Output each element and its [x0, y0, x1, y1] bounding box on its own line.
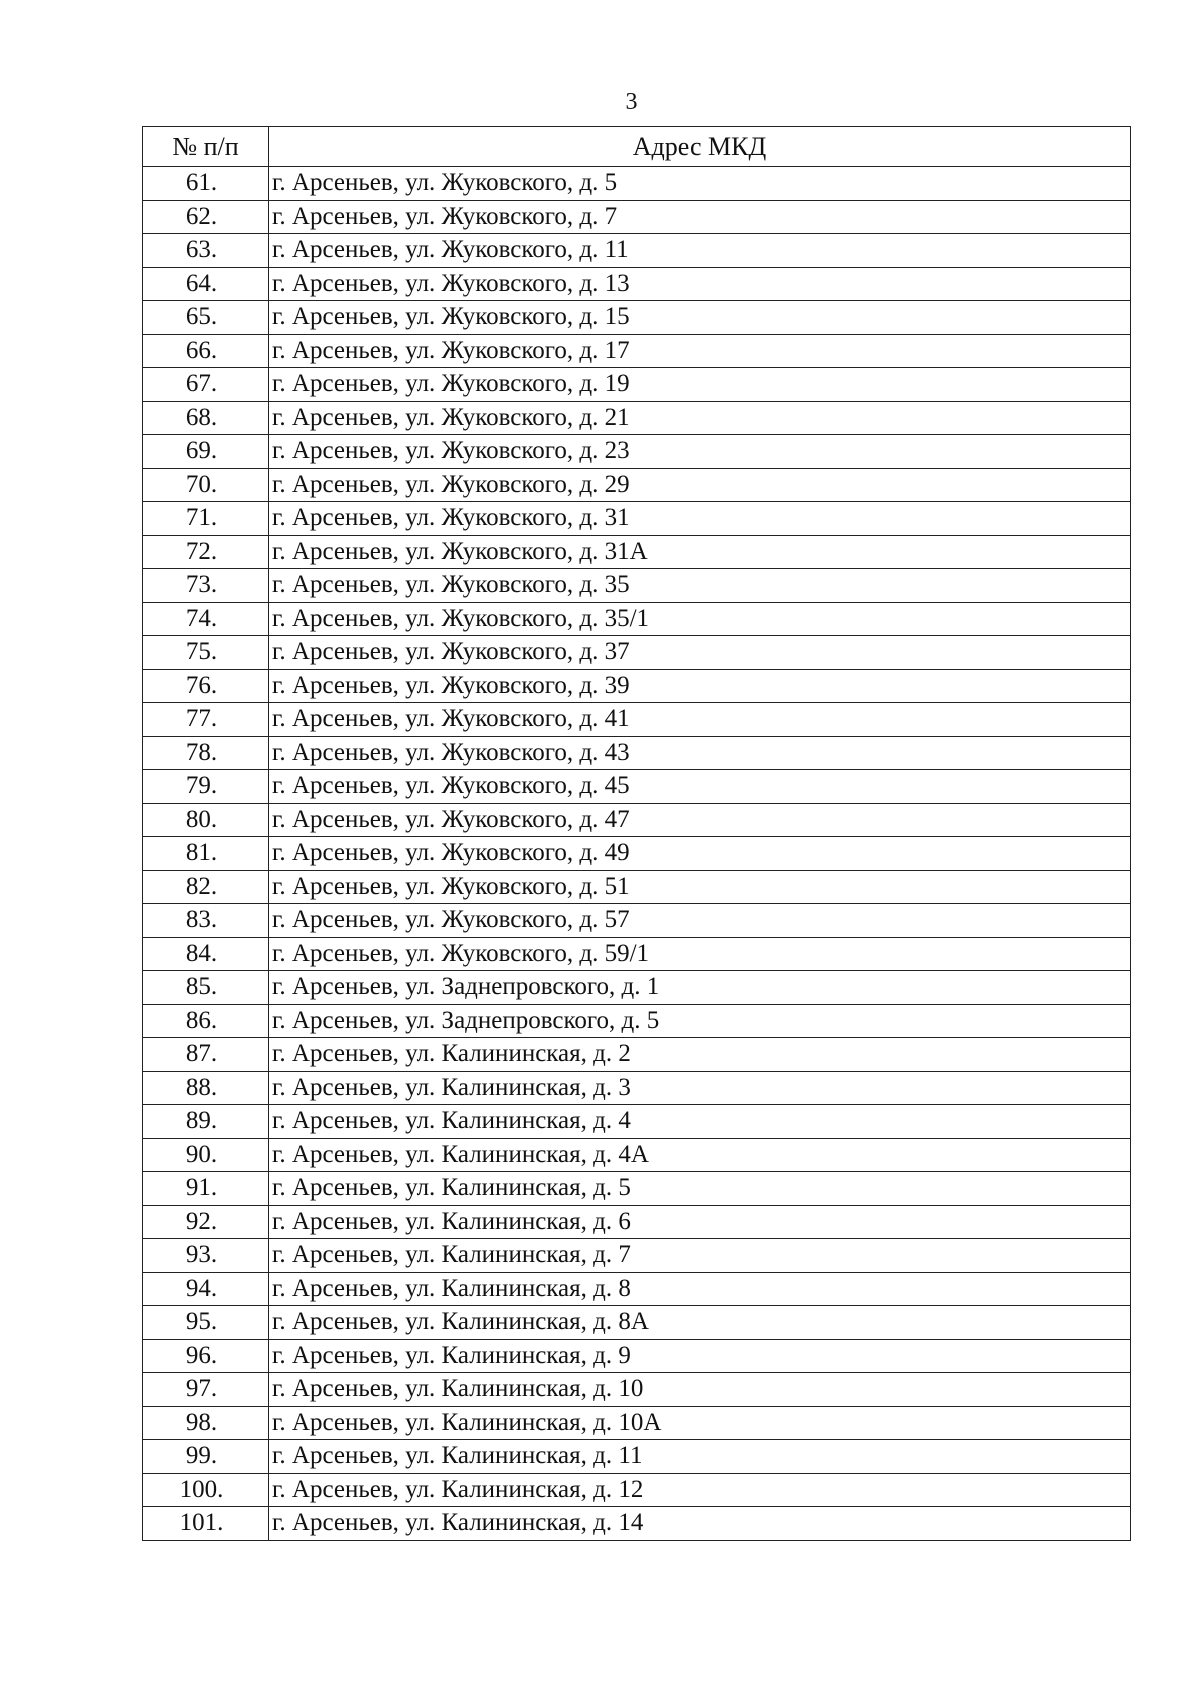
row-address: г. Арсеньев, ул. Жуковского, д. 59/1 — [269, 937, 1131, 971]
row-address: г. Арсеньев, ул. Жуковского, д. 41 — [269, 703, 1131, 737]
table-row — [143, 636, 1131, 670]
table-row — [143, 1205, 1131, 1239]
row-address: г. Арсеньев, ул. Калининская, д. 4 — [269, 1105, 1131, 1139]
row-number: 84. — [143, 937, 269, 971]
row-address: г. Арсеньев, ул. Жуковского, д. 7 — [269, 200, 1131, 234]
row-number: 82. — [143, 870, 269, 904]
row-number: 83. — [143, 904, 269, 938]
row-number: 61. — [143, 167, 269, 201]
table-row — [143, 1105, 1131, 1139]
row-address: г. Арсеньев, ул. Калининская, д. 2 — [269, 1038, 1131, 1072]
page-number: 3 — [625, 89, 638, 115]
row-number: 96. — [143, 1339, 269, 1373]
row-address: г. Арсеньев, ул. Калининская, д. 12 — [269, 1473, 1131, 1507]
table-row — [143, 1373, 1131, 1407]
row-number: 98. — [143, 1406, 269, 1440]
table-row — [143, 1440, 1131, 1474]
table-row — [143, 234, 1131, 268]
row-address: г. Арсеньев, ул. Калининская, д. 5 — [269, 1172, 1131, 1206]
table-row — [143, 971, 1131, 1005]
table-row — [143, 803, 1131, 837]
row-address: г. Арсеньев, ул. Жуковского, д. 43 — [269, 736, 1131, 770]
row-number: 67. — [143, 368, 269, 402]
row-number: 73. — [143, 569, 269, 603]
row-number: 88. — [143, 1071, 269, 1105]
header-row — [143, 127, 1131, 167]
table-row — [143, 937, 1131, 971]
row-address: г. Арсеньев, ул. Жуковского, д. 39 — [269, 669, 1131, 703]
row-number: 86. — [143, 1004, 269, 1038]
row-address: г. Арсеньев, ул. Жуковского, д. 11 — [269, 234, 1131, 268]
row-number: 87. — [143, 1038, 269, 1072]
table-body — [143, 167, 1131, 1541]
row-address: г. Арсеньев, ул. Калининская, д. 9 — [269, 1339, 1131, 1373]
table-row — [143, 334, 1131, 368]
row-address: г. Арсеньев, ул. Калининская, д. 7 — [269, 1239, 1131, 1273]
table-row — [143, 870, 1131, 904]
row-address: г. Арсеньев, ул. Заднепровского, д. 1 — [269, 971, 1131, 1005]
row-number: 74. — [143, 602, 269, 636]
table-row — [143, 1038, 1131, 1072]
row-number: 65. — [143, 301, 269, 335]
row-number: 68. — [143, 401, 269, 435]
row-number: 66. — [143, 334, 269, 368]
row-address: г. Арсеньев, ул. Жуковского, д. 17 — [269, 334, 1131, 368]
row-number: 95. — [143, 1306, 269, 1340]
row-number: 76. — [143, 669, 269, 703]
table-row — [143, 502, 1131, 536]
table-row — [143, 267, 1131, 301]
row-number: 77. — [143, 703, 269, 737]
table-row — [143, 401, 1131, 435]
table-row — [143, 703, 1131, 737]
row-number: 97. — [143, 1373, 269, 1407]
row-address: г. Арсеньев, ул. Жуковского, д. 35 — [269, 569, 1131, 603]
table-row — [143, 1406, 1131, 1440]
row-number: 91. — [143, 1172, 269, 1206]
row-number: 63. — [143, 234, 269, 268]
table-row — [143, 167, 1131, 201]
row-number: 70. — [143, 468, 269, 502]
row-address: г. Арсеньев, ул. Калининская, д. 8А — [269, 1306, 1131, 1340]
row-number: 99. — [143, 1440, 269, 1474]
row-address: г. Арсеньев, ул. Жуковского, д. 49 — [269, 837, 1131, 871]
header-number: № п/п — [143, 127, 269, 167]
table-row — [143, 1339, 1131, 1373]
table-row — [143, 1473, 1131, 1507]
table-row — [143, 435, 1131, 469]
table-row — [143, 1138, 1131, 1172]
row-address: г. Арсеньев, ул. Калининская, д. 6 — [269, 1205, 1131, 1239]
table-row — [143, 770, 1131, 804]
row-address: г. Арсеньев, ул. Жуковского, д. 23 — [269, 435, 1131, 469]
row-address: г. Арсеньев, ул. Жуковского, д. 45 — [269, 770, 1131, 804]
row-address: г. Арсеньев, ул. Жуковского, д. 15 — [269, 301, 1131, 335]
table-row — [143, 200, 1131, 234]
row-address: г. Арсеньев, ул. Калининская, д. 10 — [269, 1373, 1131, 1407]
table-row — [143, 602, 1131, 636]
table-row — [143, 1172, 1131, 1206]
row-number: 92. — [143, 1205, 269, 1239]
row-number: 89. — [143, 1105, 269, 1139]
table-row — [143, 1507, 1131, 1541]
row-number: 72. — [143, 535, 269, 569]
row-number: 101. — [143, 1507, 269, 1541]
row-address: г. Арсеньев, ул. Калининская, д. 11 — [269, 1440, 1131, 1474]
row-address: г. Арсеньев, ул. Калининская, д. 3 — [269, 1071, 1131, 1105]
table-row — [143, 1306, 1131, 1340]
table-row — [143, 736, 1131, 770]
table-row — [143, 569, 1131, 603]
table-row — [143, 1004, 1131, 1038]
row-number: 79. — [143, 770, 269, 804]
table-row — [143, 368, 1131, 402]
row-address: г. Арсеньев, ул. Жуковского, д. 21 — [269, 401, 1131, 435]
row-address: г. Арсеньев, ул. Калининская, д. 14 — [269, 1507, 1131, 1541]
row-number: 71. — [143, 502, 269, 536]
row-address: г. Арсеньев, ул. Жуковского, д. 13 — [269, 267, 1131, 301]
row-number: 62. — [143, 200, 269, 234]
table-row — [143, 1239, 1131, 1273]
row-address: г. Арсеньев, ул. Жуковского, д. 5 — [269, 167, 1131, 201]
row-address: г. Арсеньев, ул. Калининская, д. 10А — [269, 1406, 1131, 1440]
row-address: г. Арсеньев, ул. Жуковского, д. 51 — [269, 870, 1131, 904]
row-number: 78. — [143, 736, 269, 770]
table-header — [143, 127, 1131, 167]
row-address: г. Арсеньев, ул. Жуковского, д. 47 — [269, 803, 1131, 837]
row-number: 69. — [143, 435, 269, 469]
row-address: г. Арсеньев, ул. Калининская, д. 8 — [269, 1272, 1131, 1306]
row-address: г. Арсеньев, ул. Жуковского, д. 19 — [269, 368, 1131, 402]
row-number: 90. — [143, 1138, 269, 1172]
table-row — [143, 1272, 1131, 1306]
table-row — [143, 1071, 1131, 1105]
row-address: г. Арсеньев, ул. Жуковского, д. 37 — [269, 636, 1131, 670]
row-address: г. Арсеньев, ул. Заднепровского, д. 5 — [269, 1004, 1131, 1038]
row-number: 75. — [143, 636, 269, 670]
row-number: 100. — [143, 1473, 269, 1507]
row-address: г. Арсеньев, ул. Калининская, д. 4А — [269, 1138, 1131, 1172]
table-row — [143, 904, 1131, 938]
table-row — [143, 669, 1131, 703]
row-number: 81. — [143, 837, 269, 871]
row-address: г. Арсеньев, ул. Жуковского, д. 57 — [269, 904, 1131, 938]
row-address: г. Арсеньев, ул. Жуковского, д. 29 — [269, 468, 1131, 502]
table-row — [143, 837, 1131, 871]
table-row — [143, 301, 1131, 335]
address-table — [142, 126, 1131, 1541]
row-address: г. Арсеньев, ул. Жуковского, д. 35/1 — [269, 602, 1131, 636]
header-address: Адрес МКД — [269, 127, 1131, 167]
row-address: г. Арсеньев, ул. Жуковского, д. 31А — [269, 535, 1131, 569]
row-number: 64. — [143, 267, 269, 301]
row-number: 85. — [143, 971, 269, 1005]
row-number: 93. — [143, 1239, 269, 1273]
table-row — [143, 535, 1131, 569]
row-number: 94. — [143, 1272, 269, 1306]
table-row — [143, 468, 1131, 502]
row-number: 80. — [143, 803, 269, 837]
row-address: г. Арсеньев, ул. Жуковского, д. 31 — [269, 502, 1131, 536]
